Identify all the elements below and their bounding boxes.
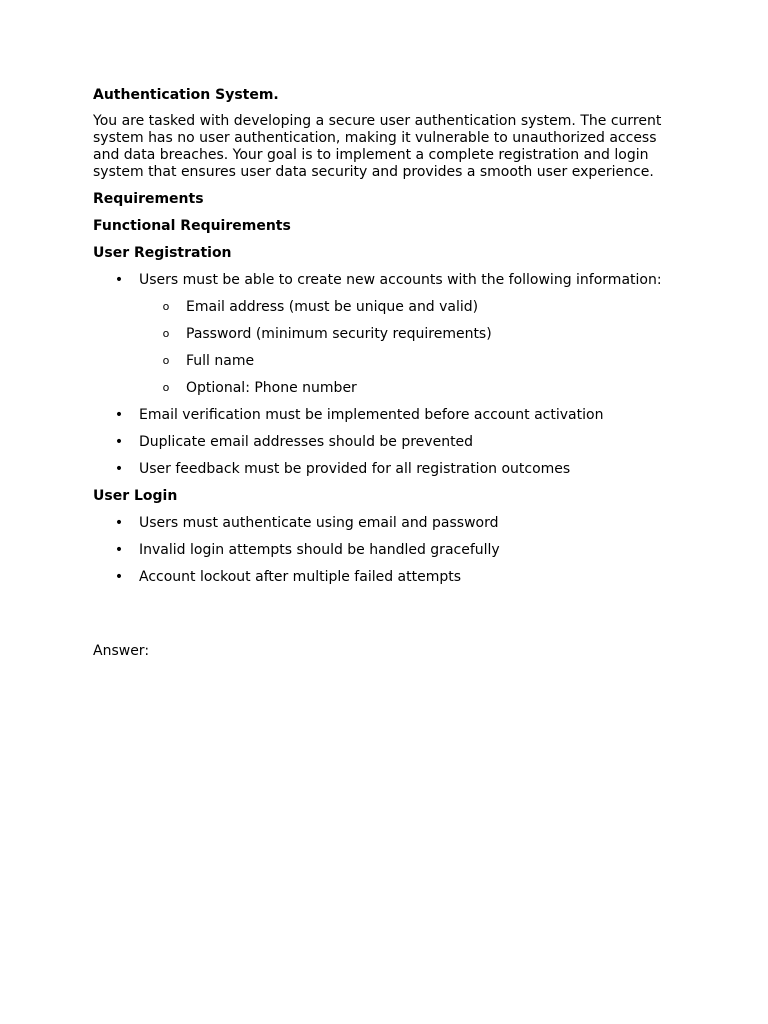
list-item xyxy=(93,406,683,424)
registration-list xyxy=(93,271,683,478)
list-item xyxy=(93,514,683,532)
circle-bullet-icon: o xyxy=(162,354,170,367)
list-item-text: Email verification must be implemented before account activation xyxy=(139,407,604,423)
intro-paragraph: You are tasked with developing a secure user authentication system. The current system has no user authentication, making it vulnerable to unauthorized access and data breaches. Your goal is to implement a complete registration and login system that ensures user data security and provides a smooth user experience. xyxy=(93,113,662,180)
user-login-heading: User Login xyxy=(93,488,178,504)
bullet-icon: • xyxy=(114,407,124,423)
list-item-text: User feedback must be provided for all registration outcomes xyxy=(139,461,571,477)
sub-list-item xyxy=(93,325,683,343)
list-item xyxy=(93,568,683,586)
functional-requirements-heading: Functional Requirements xyxy=(93,218,291,234)
login-list xyxy=(93,514,683,586)
user-registration-heading: User Registration xyxy=(93,245,232,261)
list-item-text: Password (minimum security requirements) xyxy=(186,326,492,342)
list-item-text: Duplicate email addresses should be prevented xyxy=(139,434,474,450)
document-title: Authentication System. xyxy=(93,87,279,103)
requirements-heading: Requirements xyxy=(93,191,204,207)
sub-list-item xyxy=(93,298,683,316)
circle-bullet-icon: o xyxy=(162,381,170,394)
bullet-icon: • xyxy=(114,542,124,558)
circle-bullet-icon: o xyxy=(162,300,170,313)
list-item-text: Full name xyxy=(186,353,255,369)
sub-list-item xyxy=(93,352,683,370)
list-item-text: Email address (must be unique and valid) xyxy=(186,299,479,315)
list-item xyxy=(93,433,683,451)
bullet-icon: • xyxy=(114,461,124,477)
list-item-text: Invalid login attempts should be handled gracefully xyxy=(139,542,500,558)
answer-label: Answer: xyxy=(93,643,150,659)
sub-list-item xyxy=(93,379,683,397)
circle-bullet-icon: o xyxy=(162,327,170,340)
list-item xyxy=(93,541,683,559)
bullet-icon: • xyxy=(114,272,124,288)
bullet-icon: • xyxy=(114,434,124,450)
bullet-icon: • xyxy=(114,515,124,531)
list-item xyxy=(93,460,683,478)
list-item-text: Account lockout after multiple failed attempts xyxy=(139,569,462,585)
list-item-text: Optional: Phone number xyxy=(186,380,357,396)
list-item-text: Users must authenticate using email and password xyxy=(139,515,499,531)
bullet-icon: • xyxy=(114,569,124,585)
document-body xyxy=(93,86,683,595)
list-item-text: Users must be able to create new accounts with the following information: xyxy=(139,272,662,288)
list-item xyxy=(93,271,683,289)
